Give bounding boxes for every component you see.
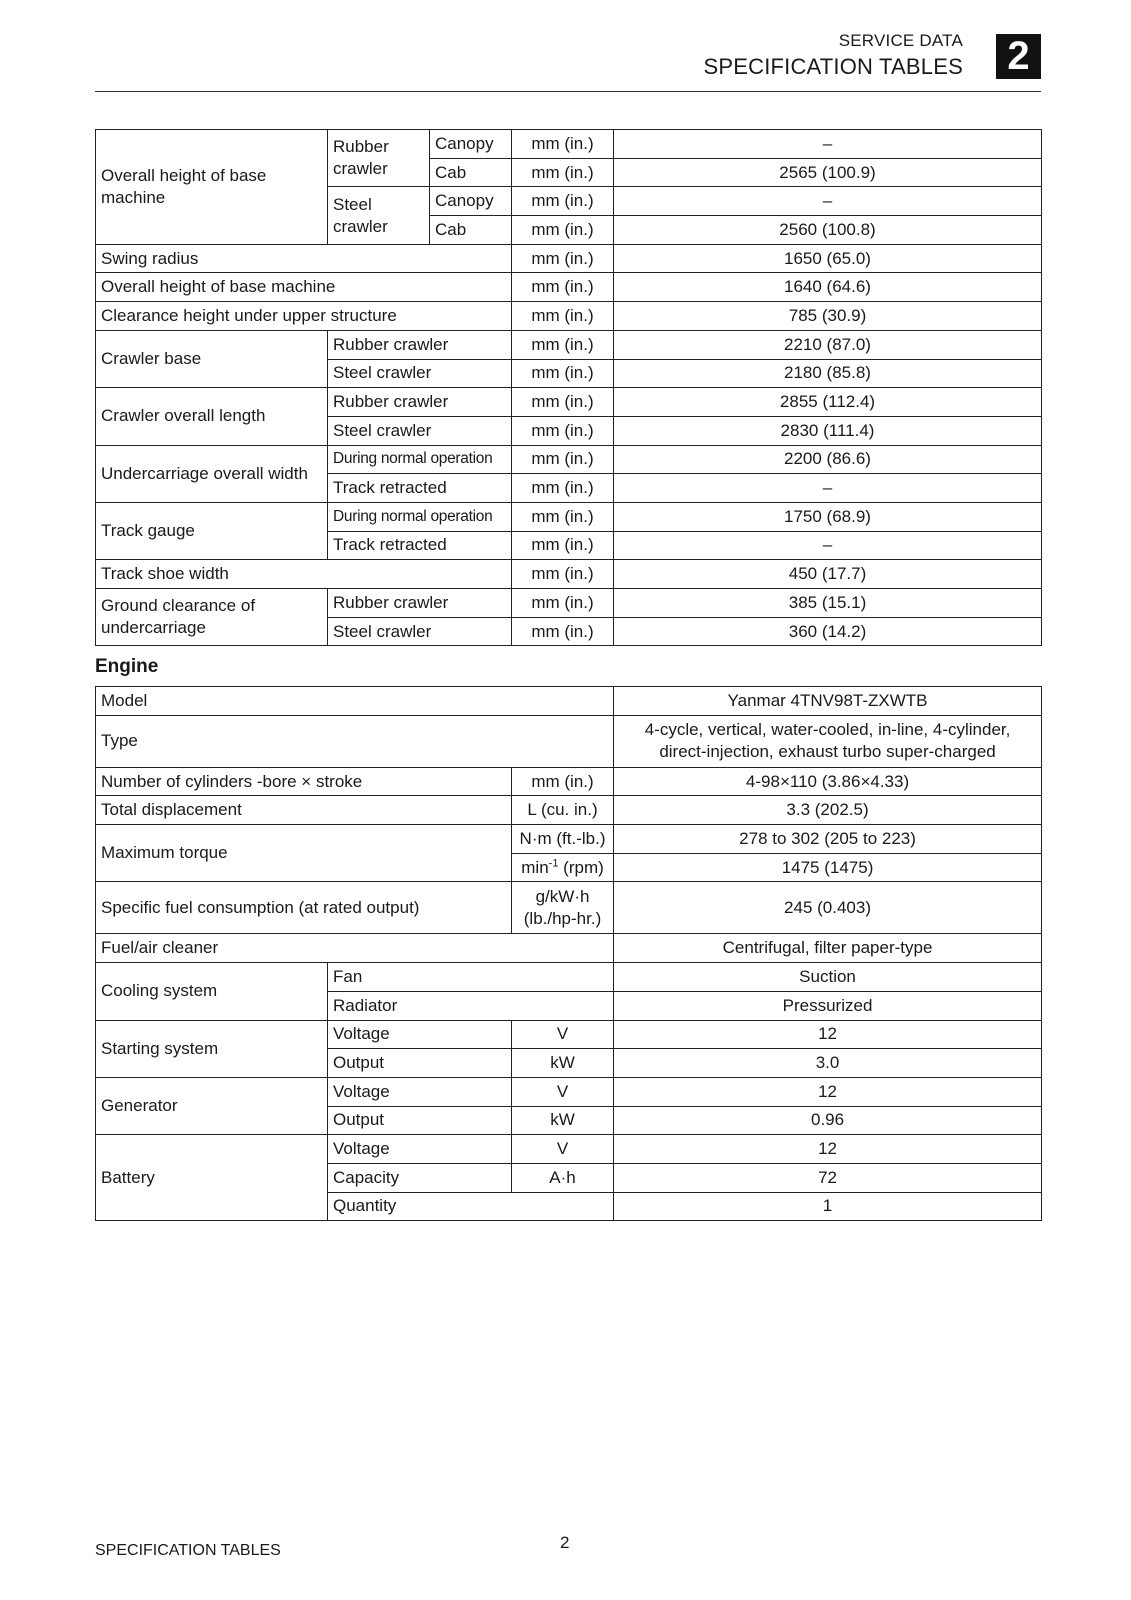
value-cell: – xyxy=(614,474,1042,503)
unit-cell: mm (in.) xyxy=(512,330,614,359)
unit-base: min xyxy=(521,857,549,877)
unit-cell: mm (in.) xyxy=(512,445,614,474)
table-row xyxy=(96,963,1042,992)
value-cell: 2560 (100.8) xyxy=(614,216,1042,245)
value-cell: 4-98×110 (3.86×4.33) xyxy=(614,767,1042,796)
value-cell: – xyxy=(614,187,1042,216)
sub-label: Voltage xyxy=(328,1135,512,1164)
value-cell: 2855 (112.4) xyxy=(614,388,1042,417)
row-label: Starting system xyxy=(96,1020,328,1077)
unit-cell: mm (in.) xyxy=(512,130,614,159)
sub-label: Steel crawler xyxy=(328,416,512,445)
row-label: Generator xyxy=(96,1077,328,1134)
value-cell: 1475 (1475) xyxy=(614,853,1042,882)
sub-label: Cab xyxy=(430,158,512,187)
sub-label: During normal operation xyxy=(328,502,512,531)
value-cell: Centrifugal, filter paper-type xyxy=(614,934,1042,963)
value-cell: – xyxy=(614,130,1042,159)
unit-cell: g/kW·h (lb./hp-hr.) xyxy=(512,882,614,934)
row-label: Specific fuel consumption (at rated output) xyxy=(96,882,512,934)
value-cell: 3.3 (202.5) xyxy=(614,796,1042,825)
unit-cell: mm (in.) xyxy=(512,158,614,187)
sub-label: Rubber crawler xyxy=(328,130,430,187)
unit-cell: mm (in.) xyxy=(512,589,614,618)
row-label: Overall height of base machine xyxy=(96,273,512,302)
unit-cell: mm (in.) xyxy=(512,216,614,245)
table-row xyxy=(96,1077,1042,1106)
value-cell: 1750 (68.9) xyxy=(614,502,1042,531)
unit-cell: A·h xyxy=(512,1163,614,1192)
unit-cell xyxy=(512,853,614,882)
value-cell: 385 (15.1) xyxy=(614,589,1042,618)
sub-label: Steel crawler xyxy=(328,187,430,244)
sub-label: Voltage xyxy=(328,1020,512,1049)
value-cell: 1640 (64.6) xyxy=(614,273,1042,302)
value-cell: 2830 (111.4) xyxy=(614,416,1042,445)
section-heading-engine: Engine xyxy=(95,656,159,677)
row-label: Undercarriage overall width xyxy=(96,445,328,502)
table-row xyxy=(96,589,1042,618)
unit-cell: kW xyxy=(512,1106,614,1135)
value-cell: 12 xyxy=(614,1020,1042,1049)
value-cell: Pressurized xyxy=(614,991,1042,1020)
table-row xyxy=(96,825,1042,854)
table-row xyxy=(96,388,1042,417)
unit-cell: mm (in.) xyxy=(512,474,614,503)
row-label: Clearance height under upper structure xyxy=(96,302,512,331)
unit-cell: mm (in.) xyxy=(512,187,614,216)
row-label: Track gauge xyxy=(96,502,328,559)
unit-cell: mm (in.) xyxy=(512,359,614,388)
sub-label: Steel crawler xyxy=(328,617,512,646)
sub-label: Capacity xyxy=(328,1163,512,1192)
sub-label: Track retracted xyxy=(328,531,512,560)
table-row xyxy=(96,1135,1042,1164)
table-row xyxy=(96,502,1042,531)
table-row xyxy=(96,445,1042,474)
value-cell: 72 xyxy=(614,1163,1042,1192)
chapter-number: 2 xyxy=(996,34,1041,79)
value-cell: – xyxy=(614,531,1042,560)
value-cell: 360 (14.2) xyxy=(614,617,1042,646)
value-cell: 12 xyxy=(614,1135,1042,1164)
row-label: Model xyxy=(96,687,614,716)
value-cell: 2200 (86.6) xyxy=(614,445,1042,474)
value-cell: Yanmar 4TNV98T-ZXWTB xyxy=(614,687,1042,716)
sub-label: Voltage xyxy=(328,1077,512,1106)
value-cell: 1650 (65.0) xyxy=(614,244,1042,273)
unit-cell: mm (in.) xyxy=(512,416,614,445)
sub-label: During normal operation xyxy=(328,445,512,474)
unit-cell: mm (in.) xyxy=(512,502,614,531)
unit-cell: V xyxy=(512,1020,614,1049)
value-cell: 0.96 xyxy=(614,1106,1042,1135)
header-section: SERVICE DATA xyxy=(838,31,963,50)
row-label: Total displacement xyxy=(96,796,512,825)
value-cell: Suction xyxy=(614,963,1042,992)
sub-label: Fan xyxy=(328,963,614,992)
value-cell: 450 (17.7) xyxy=(614,560,1042,589)
unit-cell: mm (in.) xyxy=(512,302,614,331)
row-label: Ground clearance of undercarriage xyxy=(96,589,328,646)
sub-label: Output xyxy=(328,1106,512,1135)
value-cell: 3.0 xyxy=(614,1049,1042,1078)
header-divider xyxy=(95,91,1041,92)
row-label: Overall height of base machine xyxy=(96,130,328,245)
unit-suffix: (rpm) xyxy=(558,857,604,877)
row-label: Maximum torque xyxy=(96,825,512,882)
row-label: Track shoe width xyxy=(96,560,512,589)
table-row xyxy=(96,302,1042,331)
table-row xyxy=(96,715,1042,767)
row-label: Type xyxy=(96,715,614,767)
table-row xyxy=(96,130,1042,159)
row-label: Crawler overall length xyxy=(96,388,328,445)
value-cell: 4-cycle, vertical, water-cooled, in-line, 4-cylinder, direct-injection, exhaust turbo super-charged xyxy=(614,715,1042,767)
row-label: Number of cylinders -bore × stroke xyxy=(96,767,512,796)
table-row xyxy=(96,796,1042,825)
sub-label: Steel crawler xyxy=(328,359,512,388)
unit-exponent: -1 xyxy=(548,856,559,869)
sub-label: Canopy xyxy=(430,130,512,159)
table-row xyxy=(96,1020,1042,1049)
footer-section: SPECIFICATION TABLES xyxy=(95,1542,281,1559)
value-cell: 12 xyxy=(614,1077,1042,1106)
sub-label: Radiator xyxy=(328,991,614,1020)
unit-cell: mm (in.) xyxy=(512,388,614,417)
unit-cell: V xyxy=(512,1077,614,1106)
unit-cell: mm (in.) xyxy=(512,560,614,589)
sub-label: Canopy xyxy=(430,187,512,216)
value-cell: 785 (30.9) xyxy=(614,302,1042,331)
unit-cell: kW xyxy=(512,1049,614,1078)
unit-cell: mm (in.) xyxy=(512,531,614,560)
sub-label: Output xyxy=(328,1049,512,1078)
value-cell: 2210 (87.0) xyxy=(614,330,1042,359)
sub-label: Rubber crawler xyxy=(328,330,512,359)
value-cell: 278 to 302 (205 to 223) xyxy=(614,825,1042,854)
value-cell: 2565 (100.9) xyxy=(614,158,1042,187)
unit-cell: mm (in.) xyxy=(512,244,614,273)
unit-cell: N·m (ft.-lb.) xyxy=(512,825,614,854)
engine-table xyxy=(95,686,1042,1221)
row-label: Crawler base xyxy=(96,330,328,387)
sub-label: Rubber crawler xyxy=(328,589,512,618)
page-number: 2 xyxy=(560,1533,570,1552)
table-row xyxy=(96,687,1042,716)
dimensions-table xyxy=(95,129,1042,646)
sub-label: Track retracted xyxy=(328,474,512,503)
table-row xyxy=(96,330,1042,359)
sub-label: Cab xyxy=(430,216,512,245)
table-row xyxy=(96,560,1042,589)
row-label: Battery xyxy=(96,1135,328,1221)
value-cell: 245 (0.403) xyxy=(614,882,1042,934)
page-title: SPECIFICATION TABLES xyxy=(703,54,963,79)
unit-cell: mm (in.) xyxy=(512,617,614,646)
unit-cell: L (cu. in.) xyxy=(512,796,614,825)
table-row xyxy=(96,934,1042,963)
unit-cell: mm (in.) xyxy=(512,273,614,302)
row-label: Swing radius xyxy=(96,244,512,273)
table-row xyxy=(96,244,1042,273)
row-label: Cooling system xyxy=(96,963,328,1020)
row-label: Fuel/air cleaner xyxy=(96,934,614,963)
value-cell: 2180 (85.8) xyxy=(614,359,1042,388)
unit-cell: mm (in.) xyxy=(512,767,614,796)
unit-cell: V xyxy=(512,1135,614,1164)
table-row xyxy=(96,273,1042,302)
value-cell: 1 xyxy=(614,1192,1042,1221)
sub-label: Rubber crawler xyxy=(328,388,512,417)
sub-label: Quantity xyxy=(328,1192,614,1221)
table-row xyxy=(96,882,1042,934)
table-row xyxy=(96,767,1042,796)
